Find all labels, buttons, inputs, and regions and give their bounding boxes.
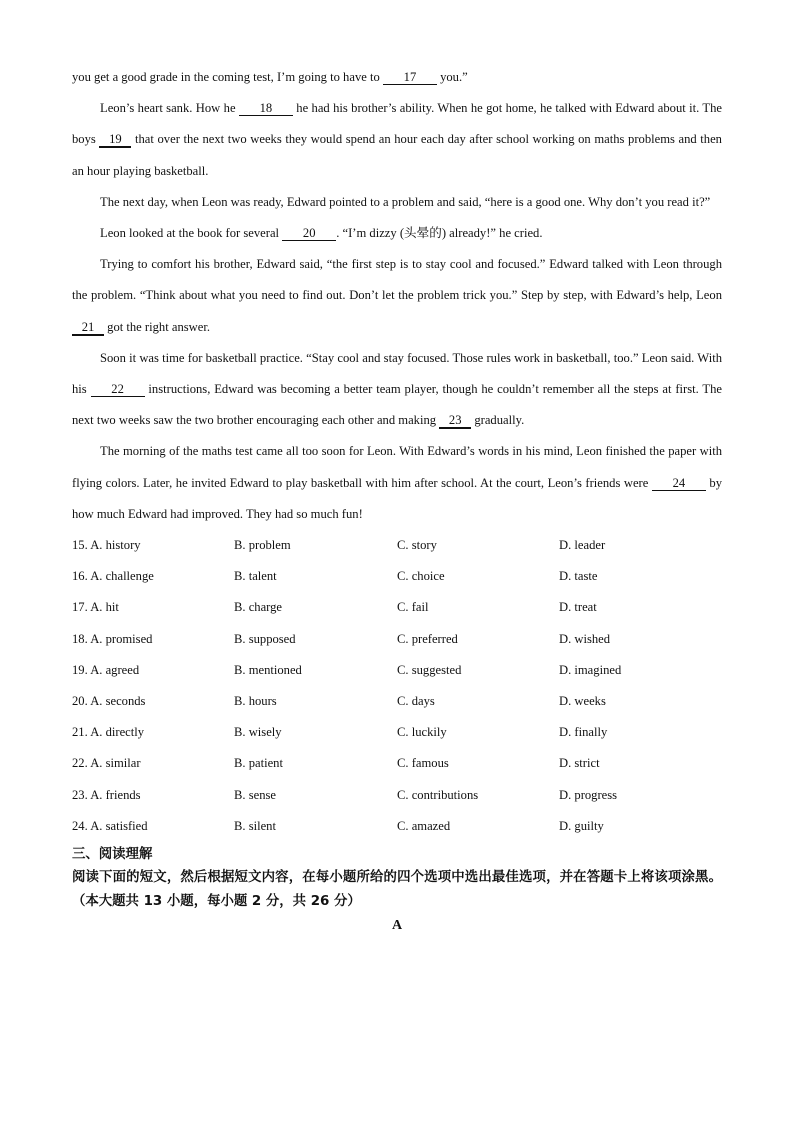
text-run: you get a good grade in the coming test, I’m going to have to xyxy=(72,70,383,84)
option-row-15 xyxy=(72,530,722,561)
option-a: 15. A. history xyxy=(72,538,141,553)
passage-paragraph-2: The next day, when Leon was ready, Edward pointed to a problem and said, “here is a good one. Why don’t you read it?” xyxy=(100,194,711,209)
answer-options xyxy=(72,530,722,842)
blank-24: 24 xyxy=(652,476,706,491)
passage-paragraph-0 xyxy=(72,62,722,93)
option-b: B. patient xyxy=(234,756,283,771)
option-b: B. wisely xyxy=(234,725,282,740)
option-a: 17. A. hit xyxy=(72,600,119,615)
blank-22: 22 xyxy=(91,382,145,397)
option-c: C. contributions xyxy=(397,787,479,802)
option-d: D. imagined xyxy=(559,662,622,677)
section-title: 三、阅读理解 xyxy=(72,847,153,863)
option-d: D. leader xyxy=(559,538,606,553)
option-c: C. days xyxy=(397,694,435,709)
blank-17: 17 xyxy=(383,70,437,85)
option-row-23 xyxy=(72,780,722,811)
blank-18: 18 xyxy=(239,101,293,116)
option-a: 19. A. agreed xyxy=(72,662,140,677)
option-b: B. sense xyxy=(234,787,276,802)
option-a: 20. A. seconds xyxy=(72,694,146,709)
option-row-17 xyxy=(72,592,722,623)
option-a: 18. A. promised xyxy=(72,631,153,646)
option-b: B. problem xyxy=(234,538,291,553)
text-run: instructions, Edward was becoming a better team player, though he couldn’t remember all the steps at first. The next two weeks saw the two brother encouraging each other and making xyxy=(72,382,722,428)
text-run: he had his brother’s ability. When he got home, he talked with Edward about it. The boys xyxy=(72,101,722,147)
text-run: got the right answer. xyxy=(104,319,210,334)
option-row-21 xyxy=(72,717,722,748)
blank-20: 20 xyxy=(282,226,336,241)
passage-paragraph-3 xyxy=(72,218,722,249)
blank-21: 21 xyxy=(72,320,104,336)
option-row-24 xyxy=(72,811,722,842)
option-c: C. suggested xyxy=(397,662,462,677)
option-b: B. silent xyxy=(234,818,276,833)
option-d: D. progress xyxy=(559,787,618,802)
option-c: C. choice xyxy=(397,569,445,584)
text-run: Leon’s heart sank. How he xyxy=(100,101,239,116)
option-c: C. amazed xyxy=(397,818,451,833)
option-b: B. talent xyxy=(234,569,277,584)
option-a: 23. A. friends xyxy=(72,787,141,802)
option-a: 21. A. directly xyxy=(72,725,145,740)
passage-paragraph-6 xyxy=(72,436,722,530)
option-b: B. hours xyxy=(234,694,277,709)
option-d: D. treat xyxy=(559,600,597,615)
option-c: C. fail xyxy=(397,600,429,615)
option-b: B. mentioned xyxy=(234,662,302,677)
option-row-19 xyxy=(72,655,722,686)
option-b: B. supposed xyxy=(234,631,296,646)
text-run: The morning of the maths test came all too soon for Leon. With Edward’s words in his mind, Leon finished the paper with flying colors. Later, he invited Edward to play basketball with him after school. At the court, Leon’s friends were xyxy=(72,444,722,490)
option-a: 16. A. challenge xyxy=(72,569,154,584)
option-d: D. strict xyxy=(559,756,600,771)
text-run: Soon it was time for basketball practice. “Stay cool and stay focused. Those rules work in basketball, too.” Leon said. With his xyxy=(72,350,722,397)
blank-19: 19 xyxy=(99,132,131,148)
option-row-18 xyxy=(72,624,722,655)
text-run: that over the next two weeks they would spend an hour each day after school working on maths problems and then an hour playing basketball. xyxy=(72,132,722,178)
option-d: D. taste xyxy=(559,569,598,584)
option-c: C. famous xyxy=(397,756,449,771)
option-a: 22. A. similar xyxy=(72,756,141,771)
exam-page xyxy=(72,62,722,934)
passage-label: A xyxy=(391,918,403,934)
text-run: you.” xyxy=(436,70,468,84)
option-row-20 xyxy=(72,686,722,717)
passage-paragraph-4 xyxy=(72,249,722,343)
option-d: D. wished xyxy=(559,631,611,646)
passage-paragraph-1 xyxy=(72,93,722,187)
blank-23: 23 xyxy=(439,413,471,429)
text-run: Trying to comfort his brother, Edward said, “the first step is to stay cool and focused.” Edward talked with Leon through the problem. “Think about what you need to find out. Don’t let the problem trick you.” Step by step, with Edward’s help, Leon xyxy=(72,257,722,303)
section-instruction: 阅读下面的短文，然后根据短文内容，在每小题所给的四个选项中选出最佳选项，并在答题卡上将该项涂黑。（本大题共 13 小题，每小题 2 分，共 26 分） xyxy=(72,870,722,910)
option-c: C. story xyxy=(397,538,437,553)
option-row-22 xyxy=(72,748,722,779)
option-b: B. charge xyxy=(234,600,283,615)
text-run: Leon looked at the book for several xyxy=(100,226,283,241)
option-d: D. weeks xyxy=(559,694,606,709)
option-d: D. guilty xyxy=(559,818,604,833)
option-row-16 xyxy=(72,561,722,592)
option-c: C. luckily xyxy=(397,725,447,740)
option-a: 24. A. satisfied xyxy=(72,818,148,833)
text-run: gradually. xyxy=(471,413,525,428)
option-d: D. finally xyxy=(559,725,608,740)
option-c: C. preferred xyxy=(397,631,458,646)
passage-paragraph-5 xyxy=(72,343,722,437)
text-run: by how much Edward had improved. They had so much fun! xyxy=(72,475,722,521)
text-run: . “I’m dizzy (头晕的) already!” he cried. xyxy=(336,226,543,241)
